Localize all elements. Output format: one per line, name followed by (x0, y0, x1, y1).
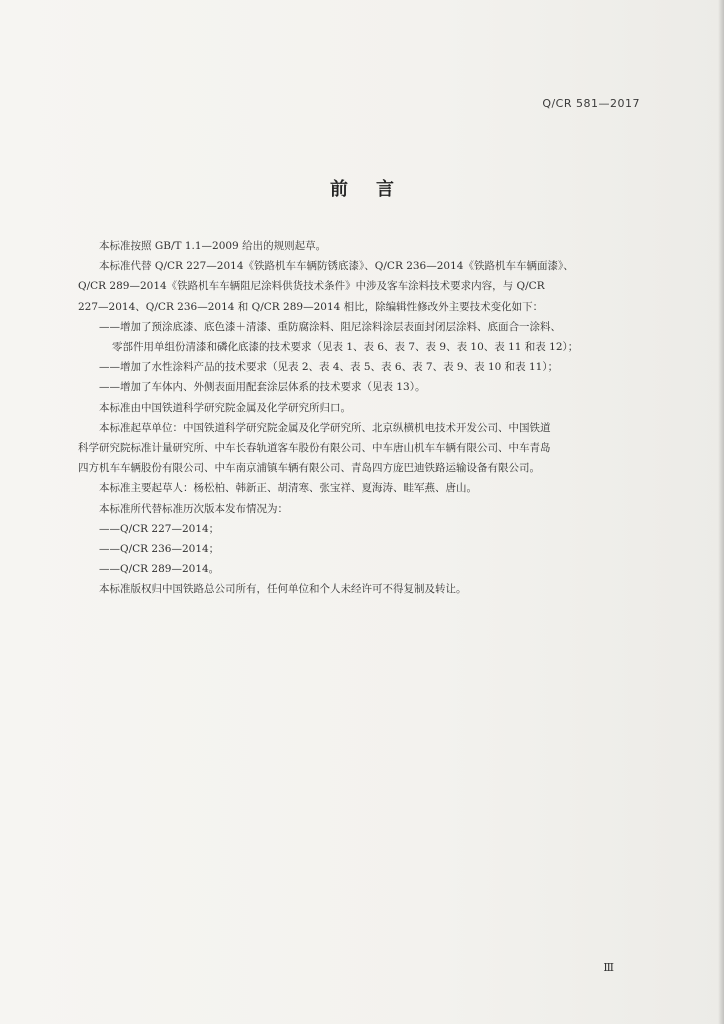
page-edge-shadow (718, 0, 724, 1024)
standard-code: Q/CR 581—2017 (542, 97, 640, 110)
paragraph-line: 科学研究院标准计量研究所、中车长春轨道客车股份有限公司、中车唐山机车车辆有限公司、中车青岛 (78, 442, 551, 455)
paragraph-line: 227—2014、Q/CR 236—2014 和 Q/CR 289—2014 相比，除编辑性修改外主要技术变化如下： (78, 300, 544, 313)
paragraph-line: ——增加了预涂底漆、底色漆＋清漆、重防腐涂料、阻尼涂料涂层表面封闭层涂料、底面合一涂料、 (99, 320, 561, 333)
paragraph-line: 本标准由中国铁道科学研究院金属及化学研究所归口。 (99, 401, 351, 414)
paragraph-line: ——Q/CR 236—2014； (99, 543, 220, 556)
paragraph-line: ——Q/CR 227—2014； (99, 522, 220, 535)
paragraph-line: 零部件用单组份清漆和磷化底漆的技术要求（见表 1、表 6、表 7、表 9、表 10、表 11 和表 12）； (112, 341, 579, 354)
paragraph-line: 本标准起草单位：中国铁道科学研究院金属及化学研究所、北京纵横机电技术开发公司、中国铁道 (99, 421, 551, 434)
paragraph-line: 本标准所代替标准历次版本发布情况为： (99, 502, 288, 515)
paragraph-line: 本标准主要起草人：杨松柏、韩新正、胡清寒、张宝祥、夏海涛、畦军燕、唐山。 (99, 482, 477, 495)
paragraph-line: ——Q/CR 289—2014。 (99, 563, 220, 576)
page-number: Ⅲ (603, 961, 614, 974)
paragraph-line: ——增加了水性涂料产品的技术要求（见表 2、表 4、表 5、表 6、表 7、表 9、表 10 和表 11）； (99, 361, 559, 374)
paragraph-line: ——增加了车体内、外侧表面用配套涂层体系的技术要求（见表 13）。 (99, 381, 426, 394)
paragraph-line: Q/CR 289—2014《铁路机车车辆阻尼涂料供货技术条件》中涉及客车涂料技术要求内容，与 Q/CR (78, 280, 545, 293)
paragraph-line: 本标准按照 GB/T 1.1—2009 给出的规则起草。 (99, 240, 327, 252)
paragraph-line: 本标准代替 Q/CR 227—2014《铁路机车车辆防锈底漆》、Q/CR 236—2014《铁路机车车辆面漆》、 (99, 260, 574, 273)
page-title: 前言 (330, 179, 422, 200)
foreword-body (78, 236, 634, 600)
paragraph-line: 四方机车车辆股份有限公司、中车南京浦镇车辆有限公司、青岛四方庞巴迪铁路运输设备有限公司。 (78, 462, 540, 475)
paragraph-line: 本标准版权归中国铁路总公司所有，任何单位和个人未经许可不得复制及转让。 (99, 583, 467, 596)
